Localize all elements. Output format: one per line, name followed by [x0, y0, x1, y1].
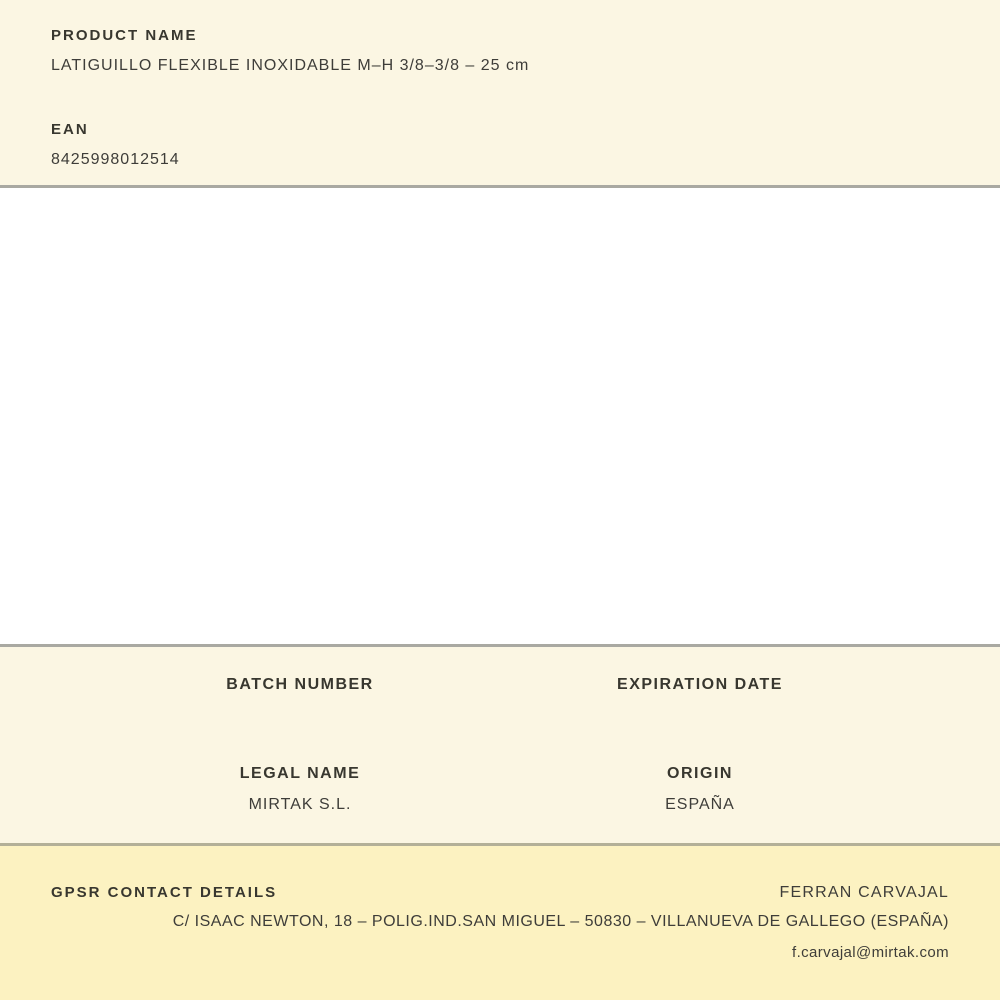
batch-number-value — [100, 707, 500, 726]
ean-block — [51, 121, 949, 169]
origin-value: ESPAÑA — [665, 796, 735, 813]
origin-cell — [500, 765, 900, 815]
content-area — [0, 188, 1000, 644]
gpsr-header-row — [51, 884, 949, 902]
origin-label: ORIGIN — [667, 765, 733, 782]
header-section — [0, 0, 1000, 185]
info-section — [0, 647, 1000, 843]
batch-number-label: BATCH NUMBER — [226, 676, 374, 693]
info-grid — [100, 676, 900, 815]
contact-name: FERRAN CARVAJAL — [779, 884, 949, 901]
ean-label: EAN — [51, 121, 89, 138]
batch-number-cell — [100, 676, 500, 726]
legal-name-cell — [100, 765, 500, 815]
gpsr-contact-details-label: GPSR CONTACT DETAILS — [51, 884, 278, 901]
expiration-date-value — [500, 707, 900, 726]
ean-value: 8425998012514 — [51, 151, 180, 168]
legal-name-label: LEGAL NAME — [239, 765, 361, 782]
product-name-label: PRODUCT NAME — [51, 27, 198, 44]
product-name-block — [51, 27, 949, 75]
expiration-date-cell — [500, 676, 900, 726]
legal-name-value: MIRTAK S.L. — [248, 796, 352, 813]
footer-section — [0, 846, 1000, 1000]
product-name-value: LATIGUILLO FLEXIBLE INOXIDABLE M–H 3/8–3/8 – 25 cm — [51, 57, 530, 74]
contact-address: C/ ISAAC NEWTON, 18 – POLIG.IND.SAN MIGUEL – 50830 – VILLANUEVA DE GALLEGO (ESPAÑA) — [172, 913, 949, 930]
expiration-date-label: EXPIRATION DATE — [617, 676, 783, 693]
contact-email: f.carvajal@mirtak.com — [792, 944, 949, 961]
